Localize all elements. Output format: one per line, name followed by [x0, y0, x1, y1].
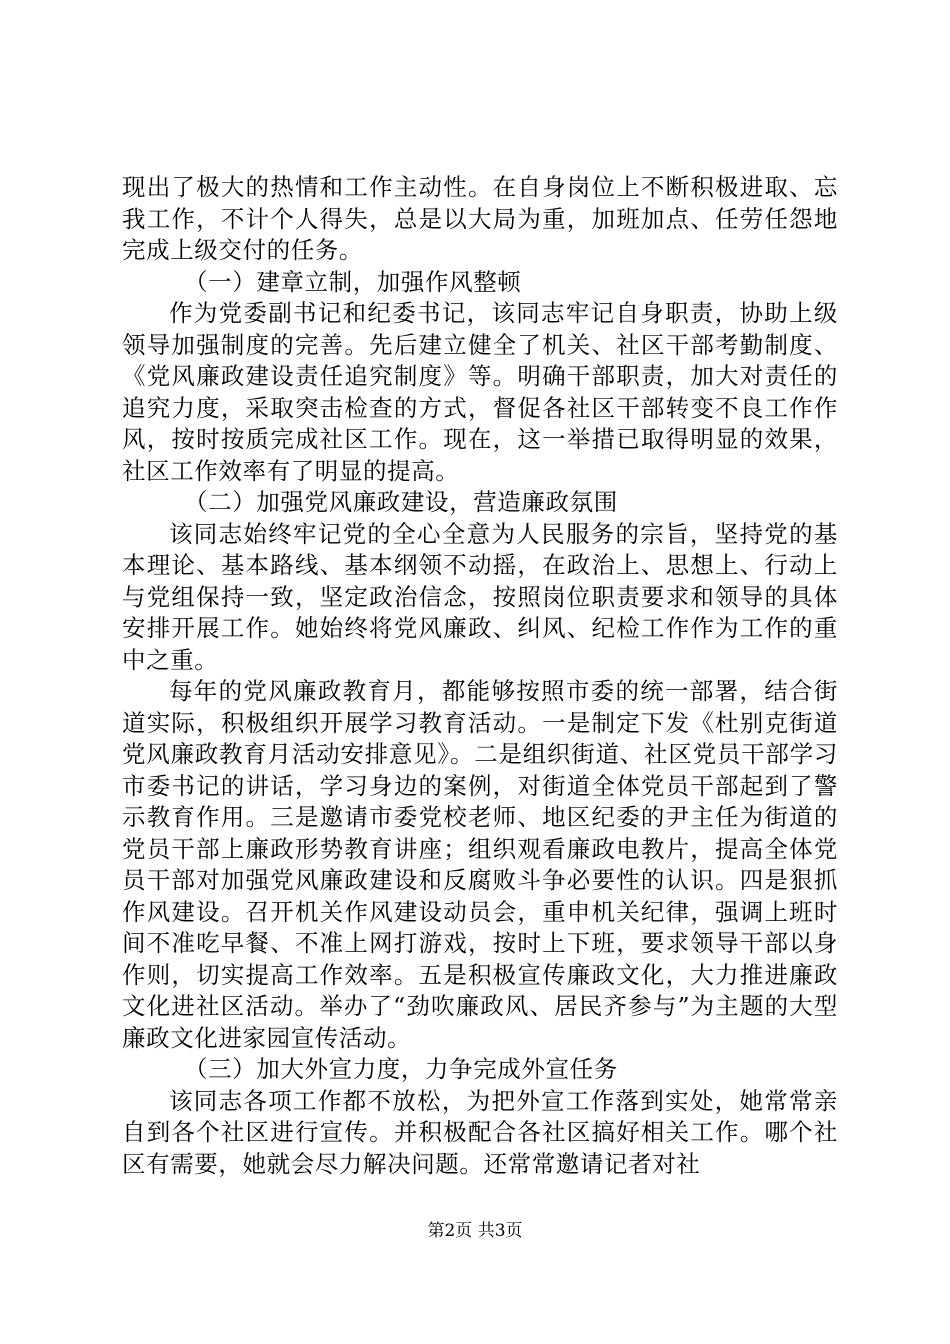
section-heading-1: （一）建章立制，加强作风整顿: [184, 267, 522, 296]
section-heading-2: （二）加强党风廉政建设，营造廉政氛围: [184, 488, 618, 516]
paragraph-continued: 现出了极大的热情和工作主动性。在自身岗位上不断积极进取、忘我工作，不计个人得失，总是以大局为重，加班加点、任劳任怨地完成上级交付的任务。: [122, 173, 838, 264]
paragraph: 作为党委副书记和纪委书记，该同志牢记自身职责，协助上级领导加强制度的完善。先后建立健全了机关、社区干部考勤制度、《党风廉政建设责任追究制度》等。明确干部职责，加大对责任的追究力度，采取突击检查的方式，督促各社区干部转变不良工作作风，按时按质完成社区工作。现在，这一举措已取得明显的效果，社区工作效率有了明显的提高。: [122, 299, 838, 485]
section-heading-3: （三）加大外宣力度，力争完成外宣任务: [184, 1055, 618, 1083]
page-footer: 第2页 共3页: [427, 1221, 523, 1241]
paragraph: 该同志始终牢记党的全心全意为人民服务的宗旨，坚持党的基本理论、基本路线、基本纲领不动摇，在政治上、思想上、行动上与党组保持一致，坚定政治信念，按照岗位职责要求和领导的具体安排开展工作。她始终将党风廉政、纠风、纪检工作作为工作的重中之重。: [122, 519, 838, 674]
paragraph: 每年的党风廉政教育月，都能够按照市委的统一部署，结合街道实际，积极组织开展学习教育活动。一是制定下发《杜别克街道党风廉政教育月活动安排意见》。二是组织街道、社区党员干部学习市委书记的讲话，学习身边的案例，对街道全体党员干部起到了警示教育作用。三是邀请市委党校老师、地区纪委的尹主任为街道的党员干部上廉政形势教育讲座；组织观看廉政电教片，提高全体党员干部对加强党风廉政建设和反腐败斗争必要性的认识。四是狠抓作风建设。召开机关作风建设动员会，重申机关纪律，强调上班时间不准吃早餐、不准上网打游戏，按时上下班，要求领导干部以身作则，切实提高工作效率。五是积极宣传廉政文化，大力推进廉政文化进社区活动。举办了“劲吹廉政风、居民齐参与”为主题的大型廉政文化进家园宣传活动。: [122, 677, 838, 1052]
paragraph: 该同志各项工作都不放松，为把外宣工作落到实处，她常常亲自到各个社区进行宣传。并积极配合各社区搞好相关工作。哪个社区有需要，她就会尽力解决问题。还常常邀请记者对社: [122, 1086, 838, 1178]
document-body: [122, 172, 838, 1180]
